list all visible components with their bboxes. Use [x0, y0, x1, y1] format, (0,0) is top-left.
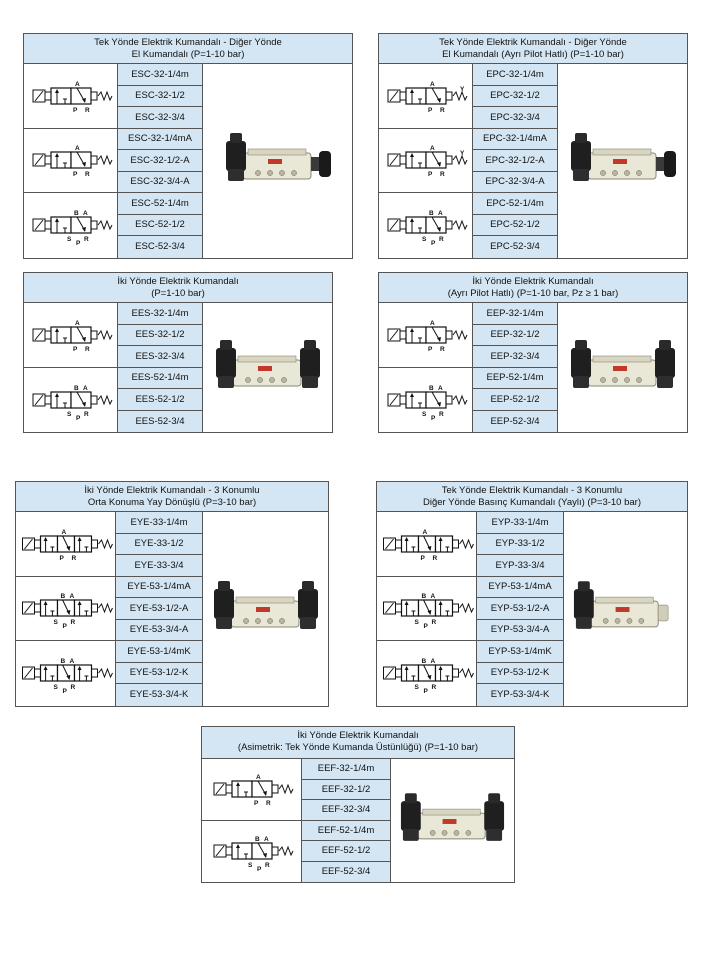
product-code: ESC-32-1/2	[118, 86, 202, 108]
svg-text:A: A	[422, 528, 427, 536]
svg-text:A: A	[263, 836, 269, 844]
product-card	[23, 272, 333, 433]
svg-text:B: B	[60, 593, 65, 601]
svg-text:P: P	[256, 866, 261, 872]
svg-text:B: B	[73, 210, 79, 218]
valve-symbol	[202, 821, 301, 883]
svg-text:P: P	[253, 800, 258, 808]
card-title: İki Yönde Elektrik Kumandalı (P=1-10 bar)	[24, 273, 332, 303]
product-image	[564, 512, 687, 706]
svg-text:S: S	[66, 236, 71, 244]
svg-text:P: P	[427, 171, 432, 179]
valve-symbol	[379, 303, 472, 368]
product-code: EPC-52-3/4	[473, 236, 557, 258]
product-code: EES-52-1/4m	[118, 368, 202, 390]
svg-text:A: A	[61, 528, 66, 536]
product-code: ESC-52-3/4	[118, 236, 202, 258]
valve-symbol	[24, 129, 117, 194]
product-code: EYE-53-1/4mK	[116, 641, 202, 663]
svg-text:S: S	[414, 619, 419, 627]
product-code: EYE-33-1/2	[116, 534, 202, 556]
product-code: ESC-32-3/4-A	[118, 172, 202, 194]
product-card	[378, 272, 688, 433]
valve-symbol	[24, 193, 117, 258]
svg-text:P: P	[72, 171, 77, 179]
valve-symbol	[379, 193, 472, 258]
product-image	[203, 64, 352, 258]
svg-text:P: P	[423, 623, 428, 629]
product-code: EEP-32-3/4	[473, 346, 557, 368]
symbol-column	[202, 759, 302, 882]
product-code: ESC-52-1/2	[118, 215, 202, 237]
svg-text:B: B	[421, 658, 426, 666]
svg-text:B: B	[421, 593, 426, 601]
product-code: EEF-32-3/4	[302, 800, 390, 821]
product-card	[378, 33, 688, 259]
card-title: İki Yönde Elektrik Kumandalı (Ayrı Pilot Hatlı) (P=1-10 bar, Pz ≥ 1 bar)	[379, 273, 687, 303]
product-code: EYE-53-1/2-A	[116, 598, 202, 620]
svg-text:S: S	[414, 684, 419, 692]
product-code: EEP-52-3/4	[473, 411, 557, 433]
valve-symbol	[202, 759, 301, 821]
product-code: ESC-32-1/4mA	[118, 129, 202, 151]
svg-text:P: P	[62, 623, 67, 629]
product-card	[201, 726, 515, 883]
product-code: EYP-53-3/4-K	[477, 684, 563, 706]
product-code: EPC-32-1/4m	[473, 64, 557, 86]
symbol-column	[377, 512, 477, 706]
product-code: EEP-52-1/4m	[473, 368, 557, 390]
code-column	[118, 64, 203, 258]
product-code: ESC-32-1/4m	[118, 64, 202, 86]
svg-text:B: B	[428, 210, 434, 218]
svg-text:A: A	[429, 80, 435, 88]
card-title: Tek Yönde Elektrik Kumandalı - Diğer Yönde El Kumandalı (P=1-10 bar)	[24, 34, 352, 64]
svg-text:R: R	[431, 619, 436, 627]
product-image	[558, 303, 687, 432]
card-title: İki Yönde Elektrik Kumandalı (Asimetrik: Tek Yönde Kumanda Üstünlüğü) (P=1-10 bar)	[202, 727, 514, 759]
svg-text:R: R	[84, 345, 90, 353]
valve-symbol	[377, 641, 476, 706]
valve-symbol	[24, 303, 117, 368]
svg-text:S: S	[247, 862, 252, 870]
product-code: EYE-33-1/4m	[116, 512, 202, 534]
product-code: EYP-53-3/4-A	[477, 620, 563, 642]
svg-text:A: A	[74, 80, 80, 88]
svg-text:A: A	[82, 384, 88, 392]
card-title: Tek Yönde Elektrik Kumandalı - Diğer Yönde El Kumandalı (Ayrı Pilot Hatlı) (P=1-10 bar)	[379, 34, 687, 64]
svg-text:P: P	[423, 688, 428, 694]
product-code: EYE-53-1/2-K	[116, 663, 202, 685]
product-code: ESC-32-3/4	[118, 107, 202, 129]
valve-symbol	[379, 129, 472, 194]
svg-text:P: P	[62, 688, 67, 694]
svg-text:A: A	[69, 593, 74, 601]
svg-text:B: B	[73, 384, 79, 392]
svg-text:A: A	[74, 319, 80, 327]
product-code: EEF-52-3/4	[302, 862, 390, 883]
svg-text:A: A	[430, 658, 435, 666]
svg-text:P: P	[75, 240, 80, 246]
symbol-column	[379, 303, 473, 432]
svg-text:S: S	[421, 236, 426, 244]
svg-text:S: S	[53, 684, 58, 692]
product-card	[376, 481, 688, 707]
svg-text:R: R	[70, 684, 75, 692]
product-code: EYE-53-1/4mA	[116, 577, 202, 599]
product-code: ESC-32-1/2-A	[118, 150, 202, 172]
svg-text:Y: Y	[459, 85, 464, 93]
valve-symbol	[24, 368, 117, 433]
valve-symbol	[16, 512, 115, 577]
product-code: EPC-32-3/4	[473, 107, 557, 129]
code-column	[473, 64, 558, 258]
svg-text:S: S	[66, 410, 71, 418]
product-code: EEP-32-1/2	[473, 325, 557, 347]
svg-text:P: P	[430, 240, 435, 246]
symbol-column	[379, 64, 473, 258]
product-code: EEF-32-1/2	[302, 780, 390, 801]
svg-text:B: B	[428, 384, 434, 392]
product-code: EES-52-1/2	[118, 389, 202, 411]
svg-text:A: A	[82, 210, 88, 218]
product-code: EES-32-1/4m	[118, 303, 202, 325]
svg-text:A: A	[429, 145, 435, 153]
product-code: EPC-52-1/2	[473, 215, 557, 237]
product-code: ESC-52-1/4m	[118, 193, 202, 215]
valve-symbol	[379, 64, 472, 129]
svg-text:R: R	[439, 171, 445, 179]
card-title: Tek Yönde Elektrik Kumandalı - 3 Konumlu Diğer Yönde Basınç Kumandalı (Yaylı) (P=3-10 bar)	[377, 482, 687, 512]
product-code: EYP-53-1/2-K	[477, 663, 563, 685]
svg-text:A: A	[430, 593, 435, 601]
product-code: EYP-53-1/2-A	[477, 598, 563, 620]
svg-text:R: R	[84, 106, 90, 114]
svg-text:R: R	[264, 862, 270, 870]
valve-symbol	[379, 368, 472, 433]
symbol-column	[24, 303, 118, 432]
svg-text:P: P	[420, 554, 425, 562]
svg-text:A: A	[255, 774, 261, 782]
svg-text:R: R	[70, 619, 75, 627]
product-image	[203, 512, 328, 706]
svg-text:P: P	[427, 106, 432, 114]
product-code: EYE-53-3/4-A	[116, 620, 202, 642]
svg-text:B: B	[60, 658, 65, 666]
svg-text:R: R	[439, 106, 445, 114]
svg-text:P: P	[430, 414, 435, 420]
valve-symbol	[377, 577, 476, 642]
svg-text:R: R	[83, 236, 89, 244]
product-code: EPC-32-1/2-A	[473, 150, 557, 172]
product-image	[203, 303, 332, 432]
product-code: EPC-32-1/4mA	[473, 129, 557, 151]
valve-symbol	[16, 641, 115, 706]
svg-text:A: A	[437, 210, 443, 218]
svg-text:P: P	[75, 414, 80, 420]
product-code: EEP-52-1/2	[473, 389, 557, 411]
product-card	[23, 33, 353, 259]
product-code: EPC-32-3/4-A	[473, 172, 557, 194]
svg-text:A: A	[74, 145, 80, 153]
svg-text:R: R	[431, 684, 436, 692]
product-image	[558, 64, 687, 258]
product-code: EEF-32-1/4m	[302, 759, 390, 780]
svg-text:P: P	[59, 554, 64, 562]
svg-text:A: A	[69, 658, 74, 666]
svg-text:S: S	[421, 410, 426, 418]
svg-text:A: A	[437, 384, 443, 392]
valve-symbol	[377, 512, 476, 577]
svg-text:R: R	[432, 554, 437, 562]
symbol-column	[16, 512, 116, 706]
svg-text:Y: Y	[459, 150, 464, 158]
product-code: EES-32-1/2	[118, 325, 202, 347]
svg-text:R: R	[83, 410, 89, 418]
code-column	[473, 303, 558, 432]
product-code: EYP-33-3/4	[477, 555, 563, 577]
product-code: EYP-33-1/4m	[477, 512, 563, 534]
code-column	[118, 303, 203, 432]
code-column	[302, 759, 391, 882]
product-image	[391, 759, 514, 882]
product-code: EES-52-3/4	[118, 411, 202, 433]
product-code: EYP-53-1/4mK	[477, 641, 563, 663]
symbol-column	[24, 64, 118, 258]
svg-text:R: R	[438, 410, 444, 418]
svg-text:P: P	[72, 345, 77, 353]
svg-text:A: A	[429, 319, 435, 327]
valve-symbol	[24, 64, 117, 129]
svg-text:R: R	[84, 171, 90, 179]
product-card	[15, 481, 329, 707]
svg-text:R: R	[71, 554, 76, 562]
product-code: EES-32-3/4	[118, 346, 202, 368]
svg-text:R: R	[438, 236, 444, 244]
product-code: EYE-33-3/4	[116, 555, 202, 577]
product-code: EEF-52-1/4m	[302, 821, 390, 842]
product-code: EEF-52-1/2	[302, 841, 390, 862]
product-code: EYP-53-1/4mA	[477, 577, 563, 599]
svg-text:R: R	[439, 345, 445, 353]
svg-text:P: P	[427, 345, 432, 353]
svg-text:B: B	[254, 836, 260, 844]
product-code: EYE-53-3/4-K	[116, 684, 202, 706]
svg-text:S: S	[53, 619, 58, 627]
code-column	[477, 512, 564, 706]
product-code: EPC-32-1/2	[473, 86, 557, 108]
svg-text:R: R	[265, 800, 271, 808]
code-column	[116, 512, 203, 706]
valve-symbol	[16, 577, 115, 642]
product-code: EYP-33-1/2	[477, 534, 563, 556]
product-code: EPC-52-1/4m	[473, 193, 557, 215]
svg-text:P: P	[72, 106, 77, 114]
product-code: EEP-32-1/4m	[473, 303, 557, 325]
card-title: İki Yönde Elektrik Kumandalı - 3 Konumlu Orta Konuma Yay Dönüşlü (P=3-10 bar)	[16, 482, 328, 512]
